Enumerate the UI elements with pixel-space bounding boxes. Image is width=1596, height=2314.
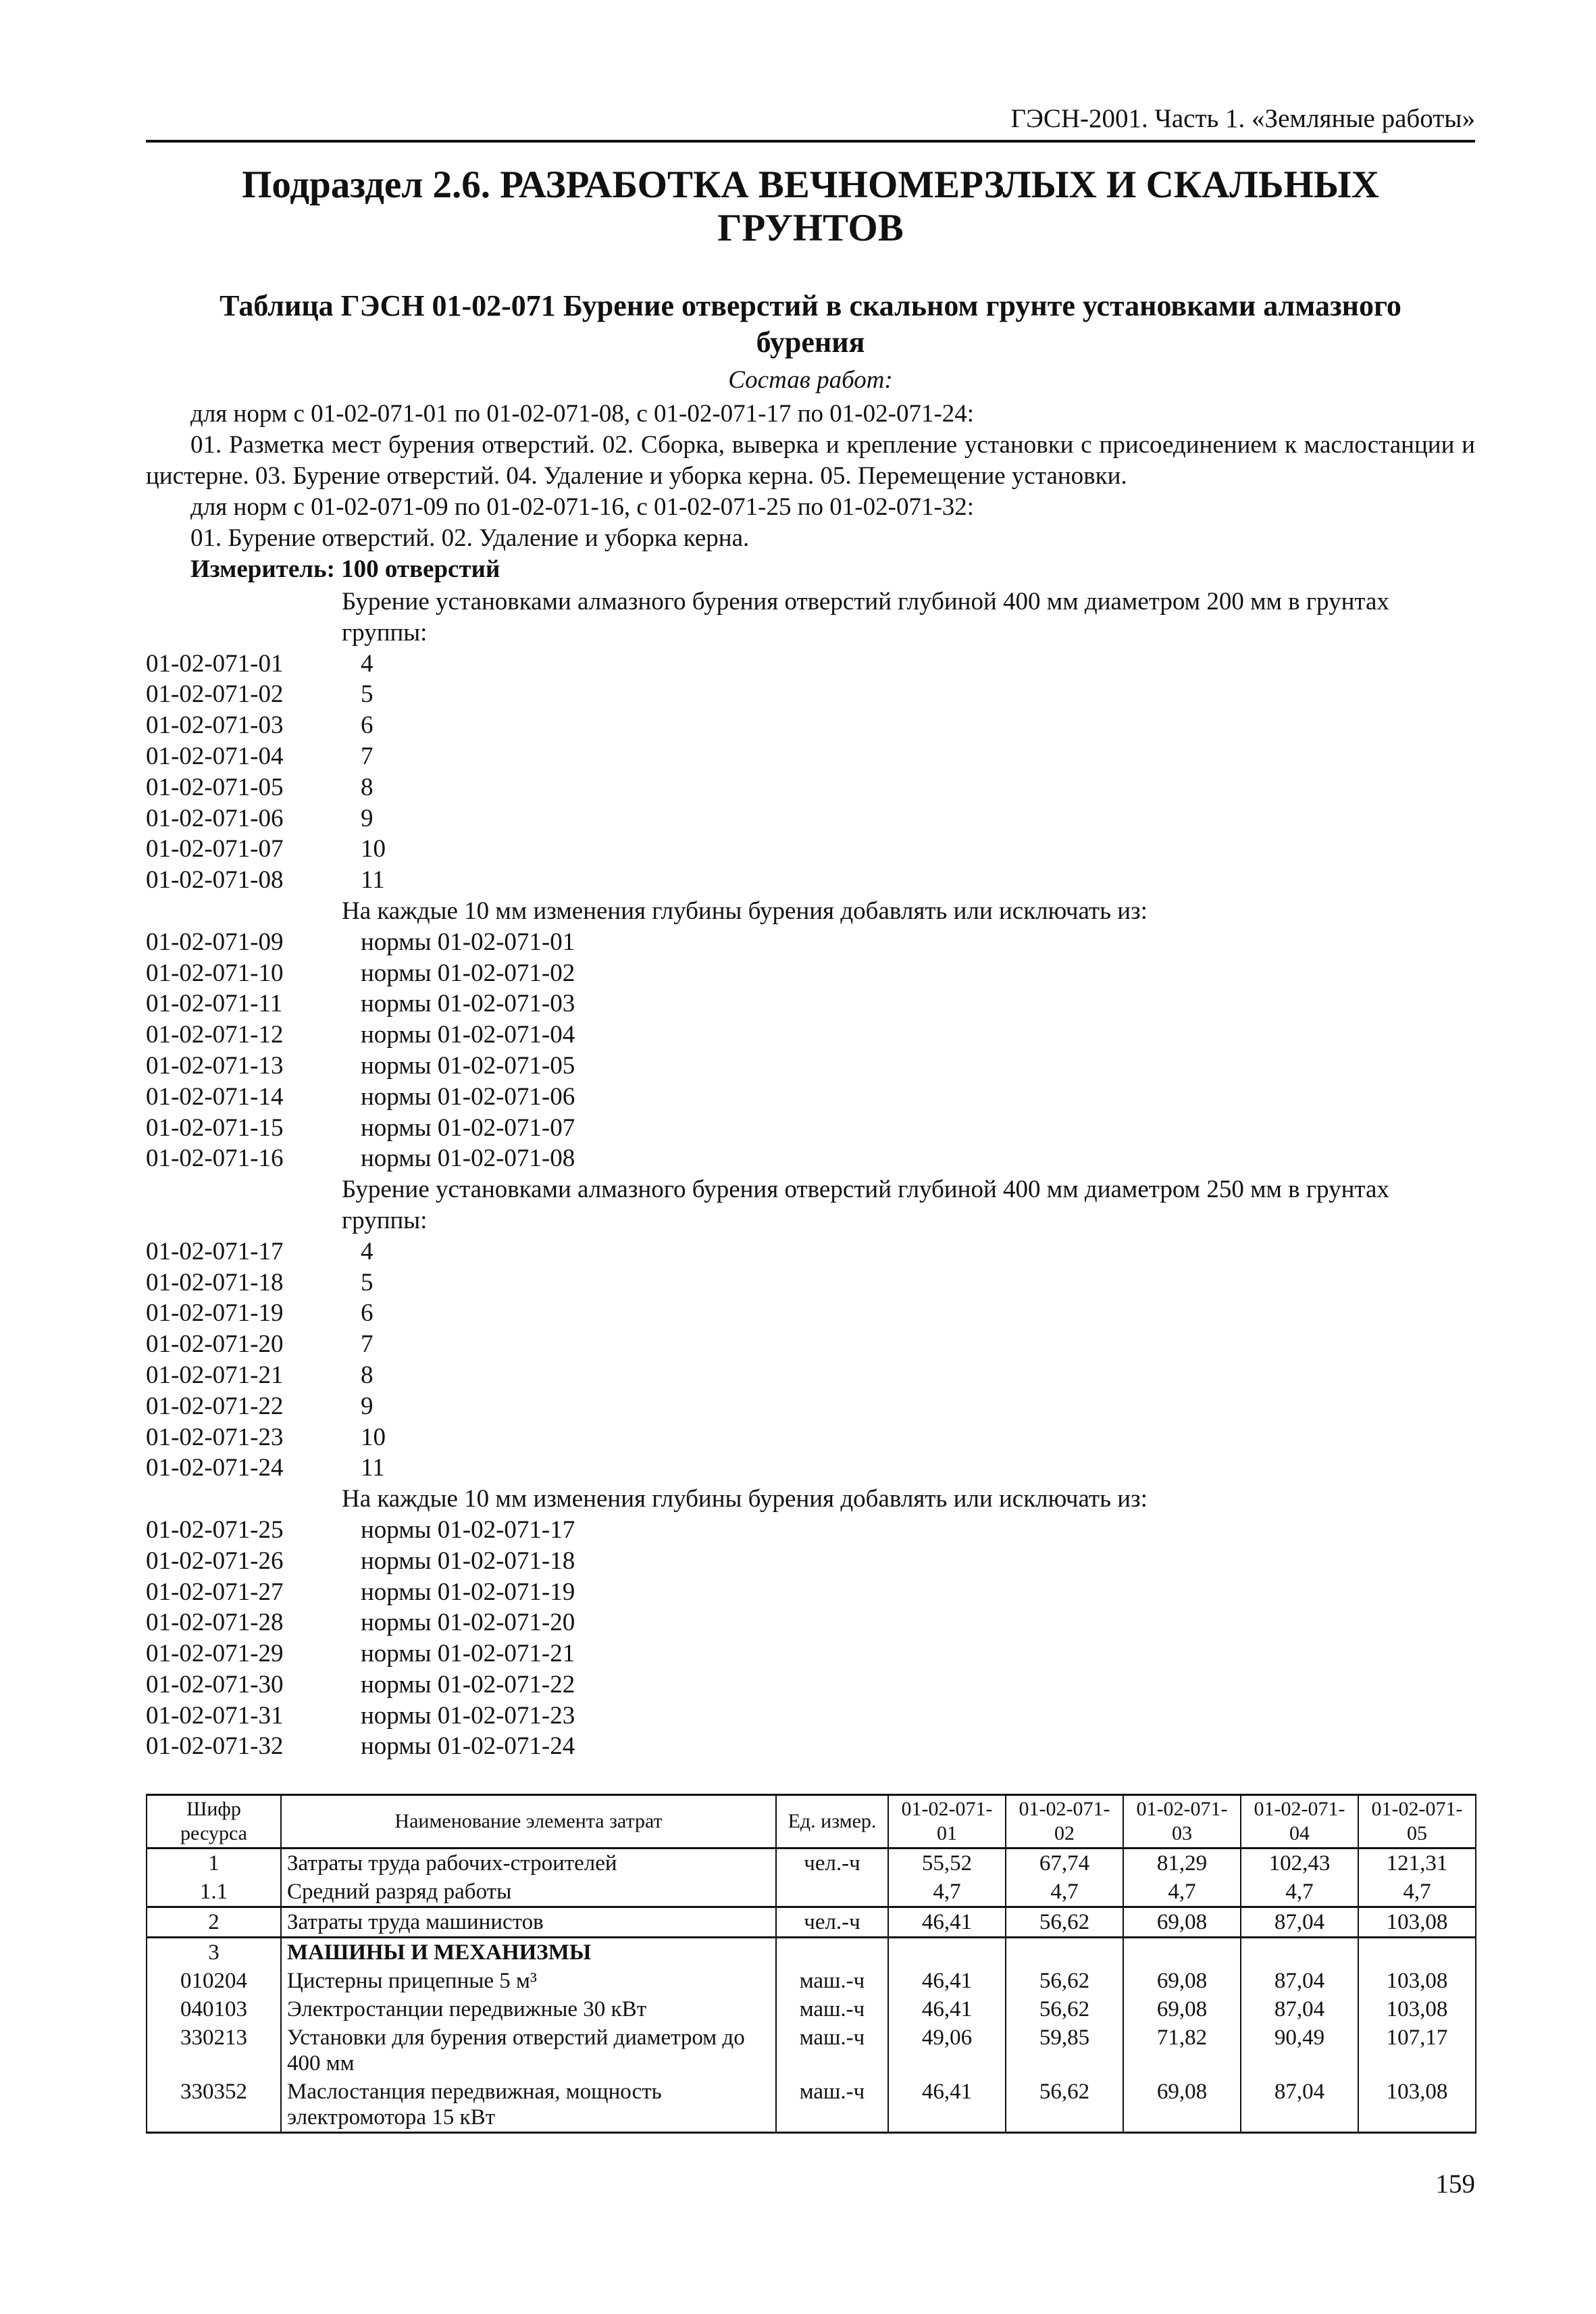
norm-value: нормы 01-02-071-03	[361, 990, 575, 1018]
resource-value: 4,7	[1358, 1878, 1476, 1907]
resource-name: Затраты труда машинистов	[281, 1907, 776, 1938]
norm-row	[146, 1607, 1475, 1638]
table-row	[147, 1995, 1476, 2023]
norm-code: 01-02-071-17	[146, 1237, 284, 1265]
resource-value: 46,41	[888, 1995, 1006, 2023]
norm-code: 01-02-071-25	[146, 1515, 284, 1544]
norm-value: нормы 01-02-071-18	[361, 1546, 575, 1575]
norm-value: 4	[361, 649, 374, 678]
resource-value	[1006, 1938, 1123, 1967]
table-row	[147, 1967, 1476, 1995]
column-header: 01-02-071-03	[1123, 1795, 1241, 1848]
norm-row	[146, 1453, 1475, 1484]
norm-value: нормы 01-02-071-24	[361, 1732, 575, 1761]
norm-code: 01-02-071-13	[146, 1051, 284, 1080]
norm-code: 01-02-071-24	[146, 1454, 284, 1482]
norm-row	[146, 1546, 1475, 1577]
norm-value: нормы 01-02-071-04	[361, 1021, 575, 1049]
norm-row	[146, 1638, 1475, 1669]
resource-name: Маслостанция передвижная, мощность электромотора 15 кВт	[281, 2078, 776, 2133]
resource-code: 3	[147, 1938, 281, 1967]
norm-value: нормы 01-02-071-19	[361, 1578, 575, 1606]
resource-code: 1.1	[147, 1878, 281, 1907]
norm-value: 8	[361, 773, 374, 801]
norm-code: 01-02-071-14	[146, 1082, 284, 1111]
resource-value: 107,17	[1358, 2023, 1476, 2078]
resource-code: 330213	[147, 2023, 281, 2078]
norm-code: 01-02-071-18	[146, 1268, 284, 1297]
resource-value: 69,08	[1123, 2078, 1241, 2133]
resource-value	[1123, 1938, 1241, 1967]
norm-row	[146, 803, 1475, 834]
norm-code: 01-02-071-02	[146, 680, 284, 709]
resource-value	[888, 1938, 1006, 1967]
norm-code: 01-02-071-30	[146, 1670, 284, 1699]
norm-code: 01-02-071-32	[146, 1732, 284, 1761]
column-header: Шифр ресурса	[147, 1795, 281, 1848]
norm-value: 9	[361, 1392, 374, 1420]
resource-value: 69,08	[1123, 1967, 1241, 1995]
resource-name: МАШИНЫ И МЕХАНИЗМЫ	[281, 1938, 776, 1967]
norm-value: нормы 01-02-071-08	[361, 1145, 575, 1173]
norm-value: 7	[361, 742, 374, 770]
resource-value: 87,04	[1241, 1907, 1358, 1938]
table-row	[147, 1907, 1476, 1938]
resource-unit: чел.-ч	[776, 1848, 888, 1878]
norm-row	[146, 710, 1475, 741]
resource-value	[1241, 1938, 1358, 1967]
resource-unit: маш.-ч	[776, 2078, 888, 2133]
resource-value: 4,7	[1123, 1878, 1241, 1907]
norm-row	[146, 1515, 1475, 1546]
norm-row	[146, 1701, 1475, 1732]
norm-row	[146, 958, 1475, 989]
norm-value: нормы 01-02-071-07	[361, 1113, 575, 1142]
table-row	[147, 2023, 1476, 2078]
norm-value: 7	[361, 1330, 374, 1359]
norm-row	[146, 1329, 1475, 1360]
resource-value	[1358, 1938, 1476, 1967]
norm-value: нормы 01-02-071-01	[361, 928, 575, 956]
norm-value: 10	[361, 1423, 386, 1451]
subsection-title-line: ГРУНТОВ	[717, 207, 904, 249]
intro-paragraph: 01. Бурение отверстий. 02. Удаление и уборка керна.	[190, 524, 750, 552]
norm-row	[146, 1143, 1475, 1174]
norm-group-heading: Бурение установками алмазного бурения отверстий глубиной 400 мм диаметром 250 мм в грунтах группы:	[342, 1176, 1389, 1234]
intro-paragraph: для норм с 01-02-071-09 по 01-02-071-16, с 01-02-071-25 по 01-02-071-32:	[190, 493, 975, 521]
norm-row	[146, 1731, 1475, 1762]
norm-code: 01-02-071-22	[146, 1392, 284, 1420]
table-title-line: бурения	[756, 326, 865, 359]
resource-value: 67,74	[1006, 1848, 1123, 1878]
norm-value: 10	[361, 835, 386, 863]
resource-value: 46,41	[888, 1907, 1006, 1938]
norm-code: 01-02-071-04	[146, 742, 284, 770]
resource-value: 103,08	[1358, 1967, 1476, 1995]
subsection-title-line: Подраздел 2.6. РАЗРАБОТКА ВЕЧНОМЕРЗЛЫХ И СКАЛЬНЫХ	[242, 164, 1379, 206]
resource-value: 59,85	[1006, 2023, 1123, 2078]
norm-code: 01-02-071-27	[146, 1578, 284, 1606]
norm-row	[146, 927, 1475, 958]
norm-code: 01-02-071-03	[146, 711, 284, 740]
norm-row	[146, 988, 1475, 1020]
resource-value: 56,62	[1006, 2078, 1123, 2133]
resource-value: 87,04	[1241, 1967, 1358, 1995]
norm-group-heading: Бурение установками алмазного бурения отверстий глубиной 400 мм диаметром 200 мм в грунтах группы:	[342, 588, 1389, 647]
column-header: 01-02-071-01	[888, 1795, 1006, 1848]
norm-value: 8	[361, 1361, 374, 1389]
table-row	[147, 1938, 1476, 1967]
norm-code: 01-02-071-26	[146, 1546, 284, 1575]
resource-value: 69,08	[1123, 1995, 1241, 2023]
resource-value: 4,7	[888, 1878, 1006, 1907]
norm-value: 9	[361, 804, 374, 832]
norm-value: нормы 01-02-071-17	[361, 1515, 575, 1544]
norm-value: 11	[361, 866, 385, 895]
work-composition	[146, 399, 1475, 585]
resource-value: 103,08	[1358, 2078, 1476, 2133]
norm-code: 01-02-071-12	[146, 1021, 284, 1049]
measure-unit: Измеритель: 100 отверстий	[190, 555, 500, 583]
norm-code: 01-02-071-28	[146, 1609, 284, 1637]
resource-unit: чел.-ч	[776, 1907, 888, 1938]
norm-code: 01-02-071-31	[146, 1701, 284, 1730]
norm-row	[146, 1020, 1475, 1051]
resource-value: 56,62	[1006, 1907, 1123, 1938]
norm-value: 6	[361, 1299, 374, 1328]
resource-value: 55,52	[888, 1848, 1006, 1878]
table-title-line: Таблица ГЭСН 01-02-071 Бурение отверстий в скальном грунте установками алмазного	[220, 289, 1401, 322]
resource-name: Электростанции передвижные 30 кВт	[281, 1995, 776, 2023]
column-header: Ед. измер.	[776, 1795, 888, 1848]
norm-row	[146, 1391, 1475, 1422]
norms-list	[146, 586, 1475, 1762]
norm-code: 01-02-071-08	[146, 866, 284, 895]
resource-value: 56,62	[1006, 1995, 1123, 2023]
norm-row	[146, 1236, 1475, 1267]
norm-row	[146, 741, 1475, 772]
resource-value: 56,62	[1006, 1967, 1123, 1995]
resource-value: 87,04	[1241, 1995, 1358, 2023]
norm-row	[146, 1669, 1475, 1701]
norm-value: нормы 01-02-071-02	[361, 959, 575, 987]
norm-code: 01-02-071-20	[146, 1330, 284, 1359]
norm-row	[146, 1577, 1475, 1608]
norm-value: нормы 01-02-071-23	[361, 1701, 575, 1730]
composition-heading: Состав работ:	[728, 366, 893, 394]
norm-row	[146, 772, 1475, 803]
norm-value: нормы 01-02-071-21	[361, 1640, 575, 1668]
norm-value: 5	[361, 680, 374, 709]
norm-value: 6	[361, 711, 374, 740]
norm-code: 01-02-071-19	[146, 1299, 284, 1328]
norm-row	[146, 679, 1475, 710]
norm-group-heading: На каждые 10 мм изменения глубины бурения добавлять или исключать из:	[342, 1485, 1148, 1513]
page-number: 159	[1435, 2169, 1475, 2198]
resource-unit: маш.-ч	[776, 1967, 888, 1995]
resource-unit: маш.-ч	[776, 1995, 888, 2023]
table-row	[147, 1878, 1476, 1907]
resource-value: 4,7	[1006, 1878, 1123, 1907]
intro-paragraph: 01. Разметка мест бурения отверстий. 02. Сборка, выверка и крепление установки с присоединением к маслостанции и цистерне. 03. Бурение отверстий. 04. Удаление и уборка керна. 05. Перемещение установки.	[146, 431, 1475, 490]
resource-value: 71,82	[1123, 2023, 1241, 2078]
norm-code: 01-02-071-16	[146, 1145, 284, 1173]
norm-code: 01-02-071-01	[146, 649, 284, 678]
resource-block	[147, 1907, 1476, 1938]
resource-value: 69,08	[1123, 1907, 1241, 1938]
resource-value: 81,29	[1123, 1848, 1241, 1878]
running-header: ГЭСН-2001. Часть 1. «Земляные работы»	[1010, 104, 1475, 133]
resource-table	[146, 1794, 1476, 2134]
resource-code: 2	[147, 1907, 281, 1938]
norm-value: 11	[361, 1454, 385, 1482]
norm-row	[146, 834, 1475, 865]
resource-value: 46,41	[888, 1967, 1006, 1995]
resource-code: 010204	[147, 1967, 281, 1995]
resource-code: 040103	[147, 1995, 281, 2023]
norm-row	[146, 1051, 1475, 1082]
resource-name: Затраты труда рабочих-строителей	[281, 1848, 776, 1878]
resource-unit	[776, 1938, 888, 1967]
norm-code: 01-02-071-15	[146, 1113, 284, 1142]
norm-row	[146, 1422, 1475, 1453]
norm-row	[146, 1360, 1475, 1391]
resource-name: Цистерны прицепные 5 м³	[281, 1967, 776, 1995]
resource-value: 103,08	[1358, 1995, 1476, 2023]
norm-code: 01-02-071-11	[146, 990, 283, 1018]
resource-value: 102,43	[1241, 1848, 1358, 1878]
norm-code: 01-02-071-06	[146, 804, 284, 832]
norm-row	[146, 1267, 1475, 1299]
resource-name: Средний разряд работы	[281, 1878, 776, 1907]
norm-code: 01-02-071-29	[146, 1640, 284, 1668]
norm-value: нормы 01-02-071-20	[361, 1609, 575, 1637]
table-row	[147, 1848, 1476, 1878]
norm-code: 01-02-071-10	[146, 959, 284, 987]
header-rule	[146, 140, 1475, 143]
norm-value: нормы 01-02-071-06	[361, 1082, 575, 1111]
resource-unit	[776, 1878, 888, 1907]
norm-value: 4	[361, 1237, 374, 1265]
table-title	[146, 288, 1475, 361]
norm-value: нормы 01-02-071-05	[361, 1051, 575, 1080]
resource-value: 4,7	[1241, 1878, 1358, 1907]
column-header: 01-02-071-02	[1006, 1795, 1123, 1848]
resource-block	[147, 1848, 1476, 1907]
norm-code: 01-02-071-23	[146, 1423, 284, 1451]
intro-paragraph: для норм с 01-02-071-01 по 01-02-071-08, с 01-02-071-17 по 01-02-071-24:	[190, 400, 975, 428]
table-row	[147, 2078, 1476, 2133]
norm-value: 5	[361, 1268, 374, 1297]
norm-row	[146, 1113, 1475, 1144]
resource-unit: маш.-ч	[776, 2023, 888, 2078]
resource-value: 87,04	[1241, 2078, 1358, 2133]
resource-code: 330352	[147, 2078, 281, 2133]
resource-block	[147, 1938, 1476, 2133]
norm-code: 01-02-071-09	[146, 928, 284, 956]
resource-code: 1	[147, 1848, 281, 1878]
norm-value: нормы 01-02-071-22	[361, 1670, 575, 1699]
column-header: Наименование элемента затрат	[281, 1795, 776, 1848]
resource-value: 90,49	[1241, 2023, 1358, 2078]
resource-name: Установки для бурения отверстий диаметром до 400 мм	[281, 2023, 776, 2078]
resource-value: 49,06	[888, 2023, 1006, 2078]
norm-row	[146, 1298, 1475, 1329]
norm-row	[146, 1082, 1475, 1113]
norm-group-heading: На каждые 10 мм изменения глубины бурения добавлять или исключать из:	[342, 897, 1148, 925]
resource-table-header	[147, 1795, 1476, 1848]
header-row	[147, 1795, 1476, 1848]
norm-code: 01-02-071-07	[146, 835, 284, 863]
column-header: 01-02-071-05	[1358, 1795, 1476, 1848]
column-header: 01-02-071-04	[1241, 1795, 1358, 1848]
resource-value: 46,41	[888, 2078, 1006, 2133]
resource-value: 121,31	[1358, 1848, 1476, 1878]
norm-code: 01-02-071-05	[146, 773, 284, 801]
subsection-title	[146, 164, 1475, 250]
norm-row	[146, 865, 1475, 896]
norm-row	[146, 649, 1475, 680]
norm-code: 01-02-071-21	[146, 1361, 284, 1389]
resource-value: 103,08	[1358, 1907, 1476, 1938]
